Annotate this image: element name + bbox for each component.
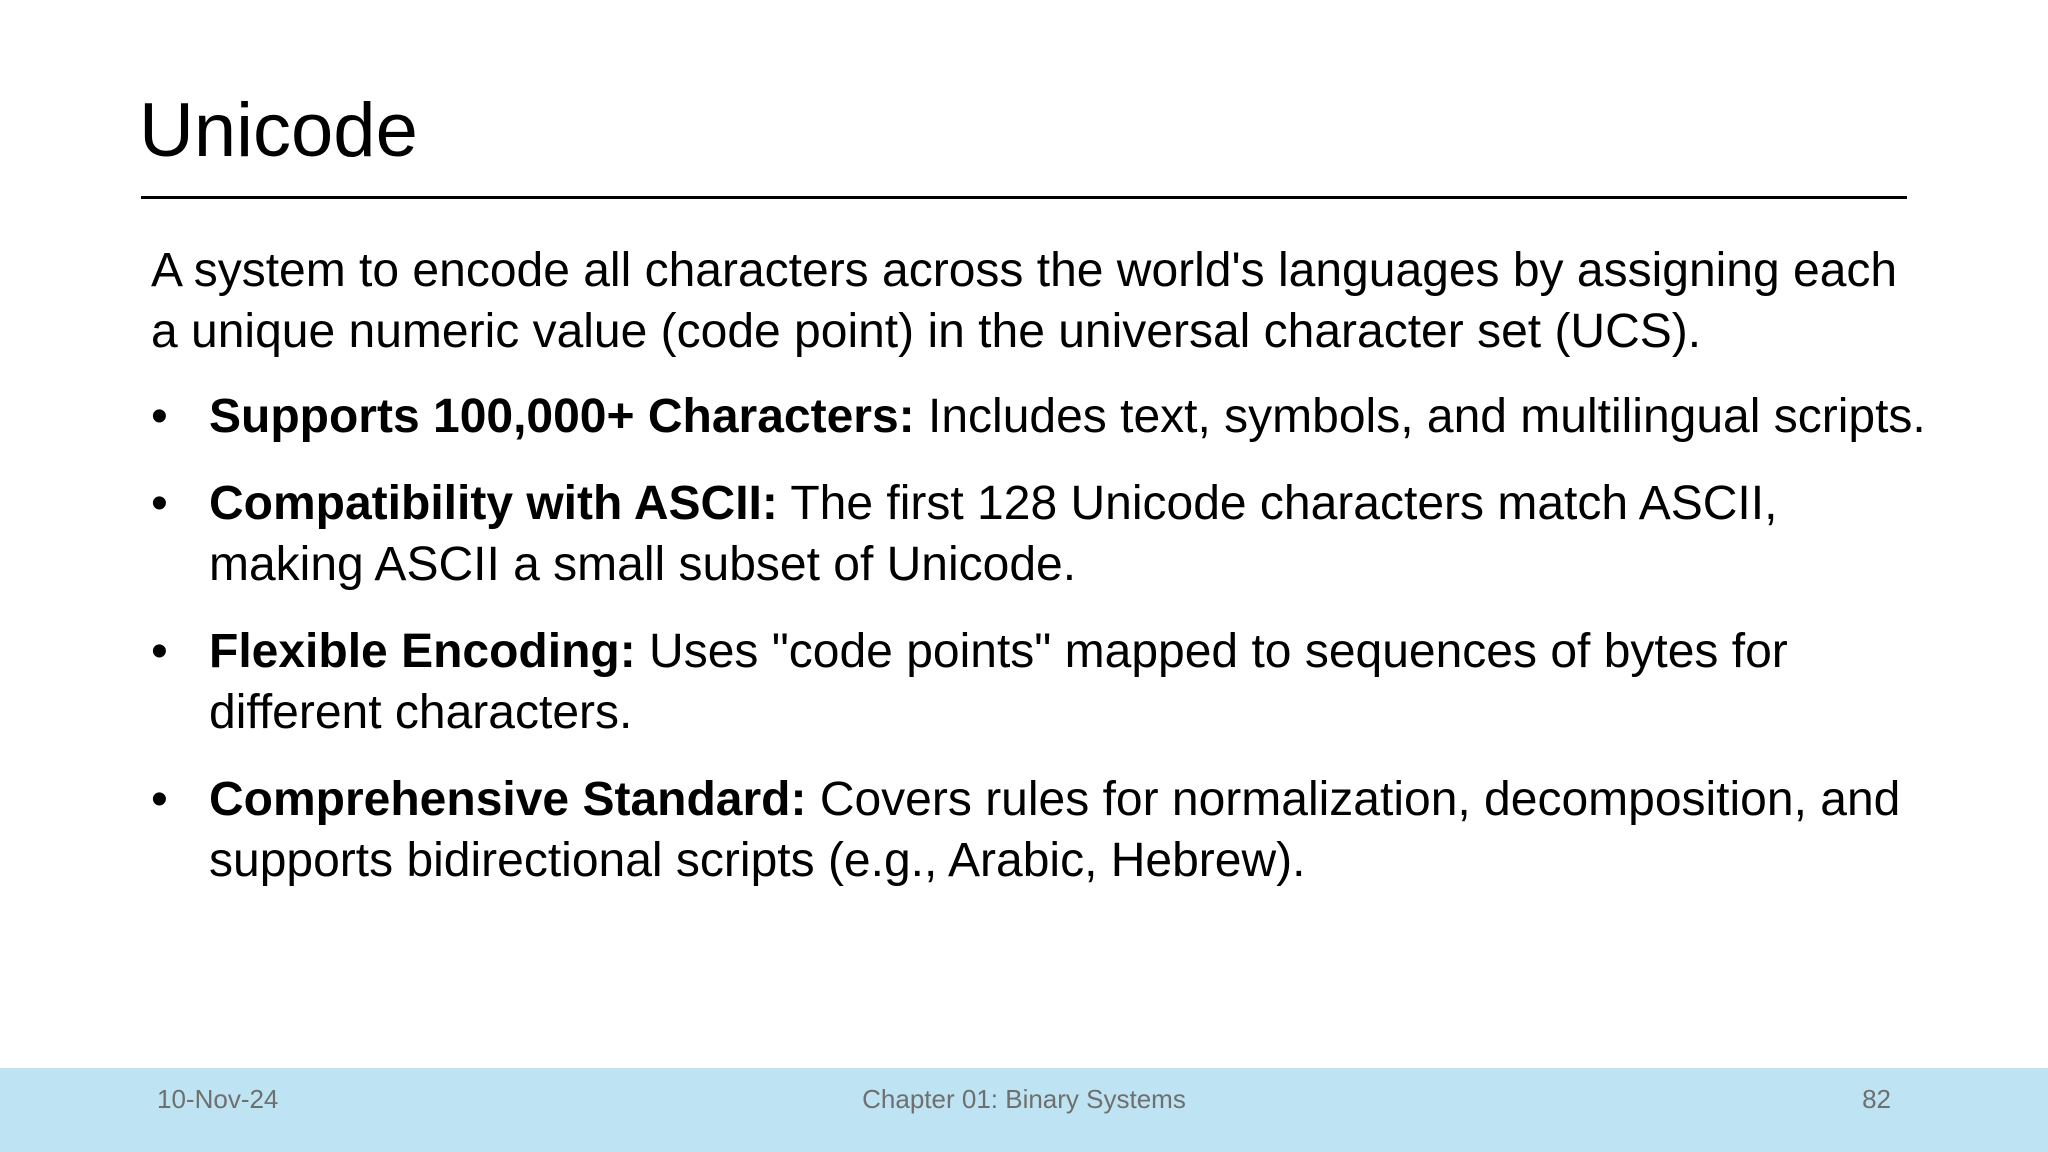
bullet-text: Covers rules for normalization, decomposition, and supports bidirectional scripts (e.g., Arabic, Hebrew). [209,773,1901,887]
bullet-marker: • [151,477,168,530]
bullet-text: Includes text, symbols, and multilingual scripts. [928,390,1926,443]
footer-chapter-title: Chapter 01: Binary Systems [862,1084,1186,1114]
footer-page-number: 82 [1862,1084,1891,1114]
bullet-term: Comprehensive Standard: [209,773,807,826]
bullet-term: Supports 100,000+ Characters: [209,390,915,443]
footer-date: 10-Nov-24 [157,1084,279,1114]
slide-footer [0,1068,2048,1152]
bullet-item [151,621,1931,743]
title-divider [141,196,1907,199]
bullet-term: Compatibility with ASCII: [209,477,778,530]
bullet-item [151,386,1931,447]
bullet-item [151,769,1931,891]
bullet-term: Flexible Encoding: [209,625,636,678]
bullet-marker: • [151,625,168,678]
slide-body [151,240,1931,917]
bullet-marker: • [151,390,168,443]
slide-title: Unicode [139,88,418,173]
bullet-list [151,386,1931,891]
bullet-text: The first 128 Unicode characters match ASCII, making ASCII a small subset of Unicode. [209,477,1778,591]
bullet-item [151,473,1931,595]
bullet-text: Uses "code points" mapped to sequences of bytes for different characters. [209,625,1788,739]
intro-paragraph: A system to encode all characters across the world's languages by assigning each a unique numeric value (code point) in the universal character set (UCS). [151,244,1898,358]
bullet-marker: • [151,773,168,826]
